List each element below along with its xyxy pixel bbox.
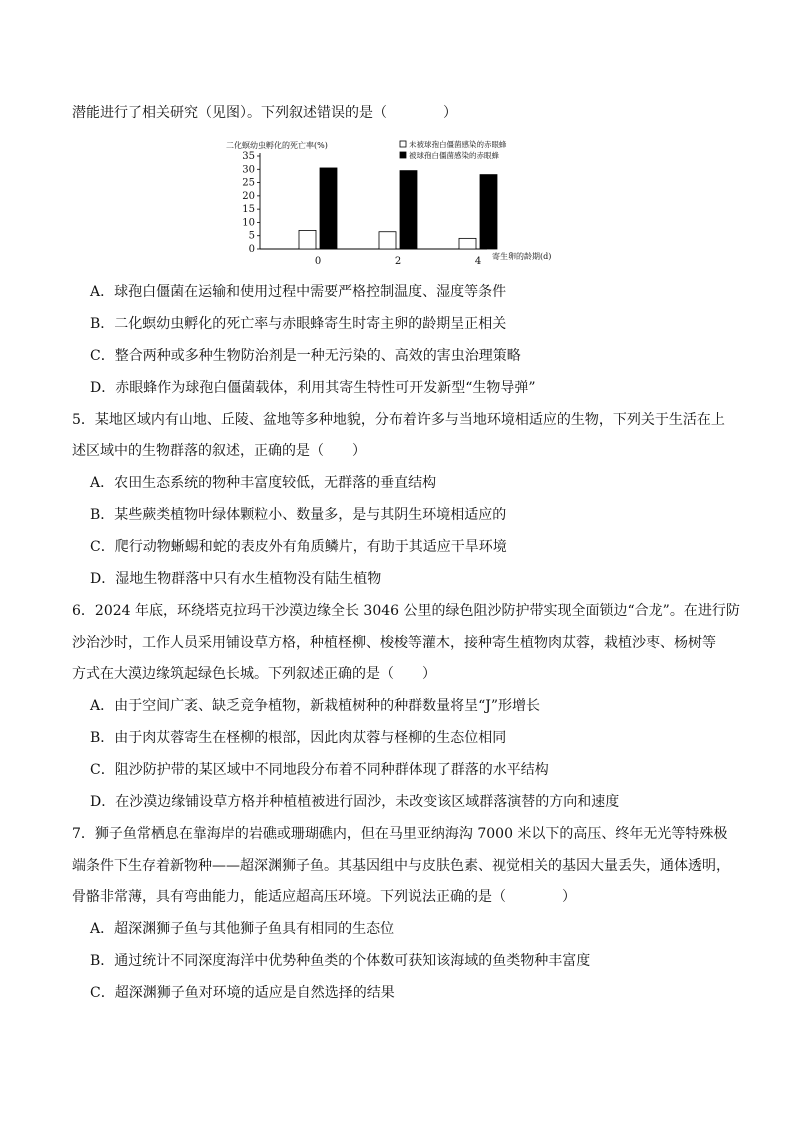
bar-infected-0 [320,168,337,249]
x-tick-label: 2 [394,256,402,266]
y-tick-label: 5 [248,230,255,242]
q7-option-c[interactable]: C．超深渊狮子鱼对环境的适应是自然选择的结果 [90,985,395,1001]
bar-infected-2 [400,171,417,249]
y-tick-label: 20 [242,190,255,202]
q7-stem-line-1: 7．狮子鱼常栖息在靠海岸的岩礁或珊瑚礁内，但在马里亚纳海沟 7000 米以下的高压、终年无光等特殊极 [72,826,728,842]
q4-option-a[interactable]: A．球孢白僵菌在运输和使用过程中需要严格控制温度、湿度等条件 [90,284,507,300]
bar-uninfected-0 [299,230,316,249]
q5-stem-line-1: 5．某地区域内有山地、丘陵、盆地等多种地貌，分布着许多与当地环境相适应的生物，下列关于生活在上 [72,412,725,428]
chart-ylabel: 二化螟幼虫孵化的死亡率(%) [226,141,328,150]
y-tick-label: 30 [242,164,255,176]
q6-option-c[interactable]: C．阻沙防护带的某区域中不同地段分布着不同种群体现了群落的水平结构 [90,762,549,778]
q5-option-d[interactable]: D．湿地生物群落中只有水生植物没有陆生植物 [90,571,382,587]
legend-label-uninfected: 未被球孢白僵菌感染的赤眼蜂 [409,140,507,149]
legend [400,139,507,160]
y-tick-label: 0 [248,244,255,255]
bar-infected-4 [480,175,497,249]
x-axis [260,249,487,266]
q4-option-d[interactable]: D．赤眼蜂作为球孢白僵菌载体，利用其寄生特性可开发新型“生物导弹” [90,380,536,396]
q5-option-c[interactable]: C．爬行动物蜥蜴和蛇的表皮外有角质鳞片，有助于其适应干旱环境 [90,539,507,555]
q5-option-a[interactable]: A．农田生态系统的物种丰富度较低，无群落的垂直结构 [90,475,437,491]
q7-stem-line-3: 骨骼非常薄，具有弯曲能力，能适应超高压环境。下列说法正确的是（ ） [72,889,576,905]
bar-uninfected-4 [459,238,476,249]
y-tick-label: 10 [242,217,255,229]
q6-stem-line-3: 方式在大漠边缘筑起绿色长城。下列叙述正确的是（ ） [72,666,436,682]
bar-uninfected-2 [379,232,396,249]
q6-option-b[interactable]: B．由于肉苁蓉寄生在柽柳的根部，因此肉苁蓉与柽柳的生态位相同 [90,730,507,746]
y-tick-label: 35 [242,151,255,162]
q7-option-b[interactable]: B．通过统计不同深度海洋中优势种鱼类的个体数可获知该海域的鱼类物种丰富度 [90,953,591,969]
mortality-bar-chart [222,136,562,266]
legend-swatch-infected [400,152,406,158]
q4-stem-tail: 潜能进行了相关研究（见图）。下列叙述错误的是（ ） [72,105,457,121]
y-axis [242,151,260,255]
q6-option-a[interactable]: A．由于空间广袤、缺乏竞争植物，新栽植树种的种群数量将呈“J”形增长 [90,698,541,714]
y-tick-label: 25 [242,177,255,189]
q6-stem-line-2: 沙治沙时，工作人员采用铺设草方格，种植柽柳、梭梭等灌木，接种寄生植物肉苁蓉，栽植沙枣、杨树等 [72,635,716,651]
q7-stem-line-2: 端条件下生存着新物种——超深渊狮子鱼。其基因组中与皮肤色素、视觉相关的基因大量丢失，通体透明， [72,858,730,874]
q7-option-a[interactable]: A．超深渊狮子鱼与其他狮子鱼具有相同的生态位 [90,921,395,937]
q4-option-c[interactable]: C．整合两种或多种生物防治剂是一种无污染的、高效的害虫治理策略 [90,348,521,364]
y-tick-label: 15 [242,204,255,216]
x-tick-label: 4 [474,256,482,266]
q5-option-b[interactable]: B．某些蕨类植物叶绿体颗粒小、数量多，是与其阴生环境相适应的 [90,507,507,523]
x-tick-label: 0 [314,256,322,266]
q6-option-d[interactable]: D．在沙漠边缘铺设草方格并种植植被进行固沙，未改变该区域群落演替的方向和速度 [90,794,620,810]
bars [299,168,497,249]
q6-stem-line-1: 6．2024 年底，环绕塔克拉玛干沙漠边缘全长 3046 公里的绿色阻沙防护带实现全面锁边“合龙”。在进行防 [72,603,740,619]
q5-stem-line-2: 述区域中的生物群落的叙述，正确的是（ ） [72,443,366,459]
legend-swatch-uninfected [400,141,406,147]
q4-option-b[interactable]: B．二化螟幼虫孵化的死亡率与赤眼蜂寄生时寄主卵的龄期呈正相关 [90,316,507,332]
legend-label-infected: 被球孢白僵菌感染的赤眼蜂 [409,151,499,160]
chart-xlabel: 寄生卵的龄期(d) [492,252,552,261]
